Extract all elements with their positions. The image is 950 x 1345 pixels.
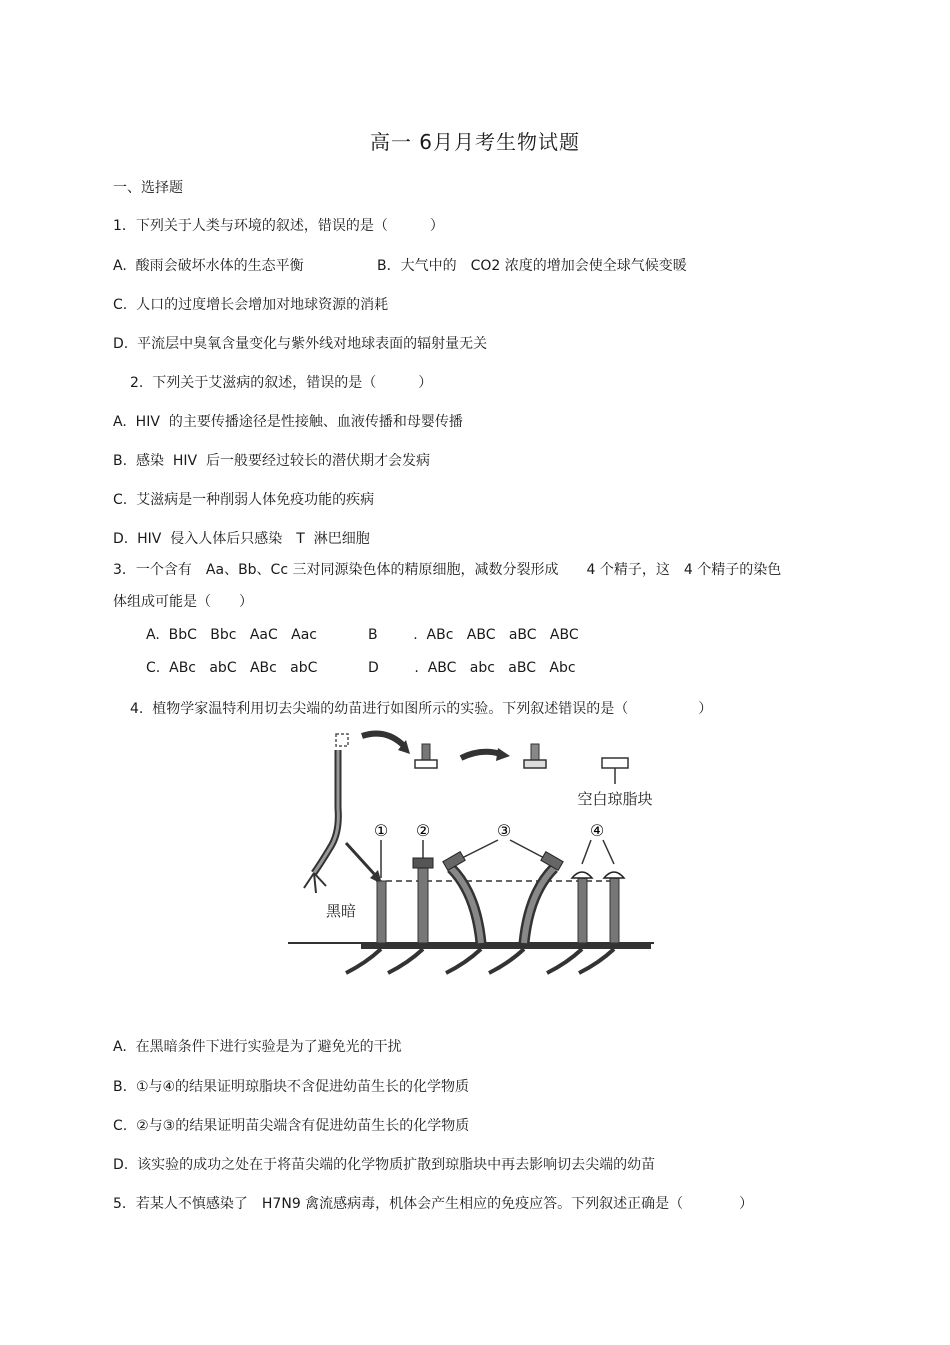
q2-option-c: C. 艾滋病是一种削弱人体免疫功能的疾病 — [113, 492, 375, 508]
seedling-4a — [578, 878, 587, 943]
q4-option-a: A. 在黑暗条件下进行实验是为了避免光的干扰 — [113, 1039, 402, 1055]
dark-label: 黑暗 — [326, 902, 357, 920]
seedling-1 — [377, 881, 386, 943]
q2-option-a: A. HIV 的主要传播途径是性接触、血液传播和母婴传播 — [113, 414, 463, 430]
seedling-roots — [304, 873, 326, 893]
q1-option-d: D. 平流层中臭氧含量变化与紫外线对地球表面的辐射量无关 — [113, 336, 488, 352]
pointer-4b — [603, 840, 614, 864]
q3-option-d: D . ABC abc aBC Abc — [368, 660, 576, 676]
q1-option-a: A. 酸雨会破坏水体的生态平衡 — [113, 258, 304, 274]
cut-tip-outline — [336, 734, 348, 746]
q4-option-d: D. 该实验的成功之处在于将苗尖端的化学物质扩散到琼脂块中再去影响切去尖端的幼苗 — [113, 1157, 656, 1173]
arrow-to-seedling-1 — [346, 843, 376, 876]
q3-option-c: C. ABc abC ABc abC — [146, 660, 318, 676]
arrow-head-2 — [496, 748, 510, 761]
q3-option-a: A. BbC Bbc AaC Aac — [146, 627, 317, 643]
seedling-3a — [451, 868, 481, 943]
arrow-to-removed — [461, 752, 501, 758]
q3-option-b: B . ABc ABC aBC ABC — [368, 627, 579, 643]
q1-option-b: B．大气中的 CO2 浓度的增加会使全球气候变暖 — [377, 258, 687, 274]
q2-stem: 2. 下列关于艾滋病的叙述，错误的是（ ） — [130, 375, 433, 391]
blank-agar-label: 空白琼脂块 — [577, 790, 653, 808]
seedling-4b — [610, 878, 619, 943]
went-experiment-figure — [286, 728, 656, 986]
treated-agar-block — [524, 760, 546, 768]
q2-option-b: B. 感染 HIV 后一般要经过较长的潜伏期才会发病 — [113, 453, 430, 469]
q5-stem: 5．若某人不慎感染了 H7N9 禽流感病毒，机体会产生相应的免疫应答。下列叙述正确是（ ） — [113, 1196, 754, 1212]
pointer-4a — [582, 840, 591, 864]
q4-option-c: C. ②与③的结果证明苗尖端含有促进幼苗生长的化学物质 — [113, 1118, 470, 1134]
label-3: ③ — [496, 821, 512, 840]
soil-band — [361, 943, 651, 949]
q3-stem-line1: 3．一个含有 Aa、Bb、Cc 三对同源染色体的精原细胞，减数分裂形成 4 个精子，这 4 个精子的染色 — [113, 562, 782, 578]
q1-stem: 1．下列关于人类与环境的叙述，错误的是（ ） — [113, 218, 444, 234]
section-heading: 一、选择题 — [113, 180, 183, 196]
q4-stem: 4. 植物学家温特利用切去尖端的幼苗进行如图所示的实验。下列叙述错误的是（ ） — [130, 701, 713, 717]
tip-removed — [531, 744, 539, 760]
page-title: 高一 6月月考生物试题 — [369, 130, 581, 154]
tip-on-agar — [422, 744, 430, 760]
q1-option-c: C. 人口的过度增长会增加对地球资源的消耗 — [113, 297, 389, 313]
pointer-3a — [458, 840, 498, 860]
seedling-2 — [418, 868, 428, 943]
q2-option-d: D. HIV 侵入人体后只感染 T 淋巴细胞 — [113, 531, 370, 547]
seedling-3b — [524, 868, 554, 943]
agar-block-with-tip — [415, 760, 437, 768]
seedling-roots-row — [346, 949, 614, 973]
seedling-4a-agar — [572, 872, 592, 878]
label-1: ① — [373, 821, 389, 840]
q4-option-b: B. ①与④的结果证明琼脂块不含促进幼苗生长的化学物质 — [113, 1079, 470, 1095]
label-4: ④ — [589, 821, 605, 840]
label-2: ② — [415, 821, 431, 840]
q3-stem-line2: 体组成可能是（ ） — [113, 594, 253, 610]
seedling-4b-agar — [604, 872, 624, 878]
went-experiment-svg — [286, 728, 656, 986]
blank-agar-block — [602, 758, 628, 768]
seedling-2-agar — [413, 858, 433, 868]
arrow-to-agar — [362, 734, 404, 746]
